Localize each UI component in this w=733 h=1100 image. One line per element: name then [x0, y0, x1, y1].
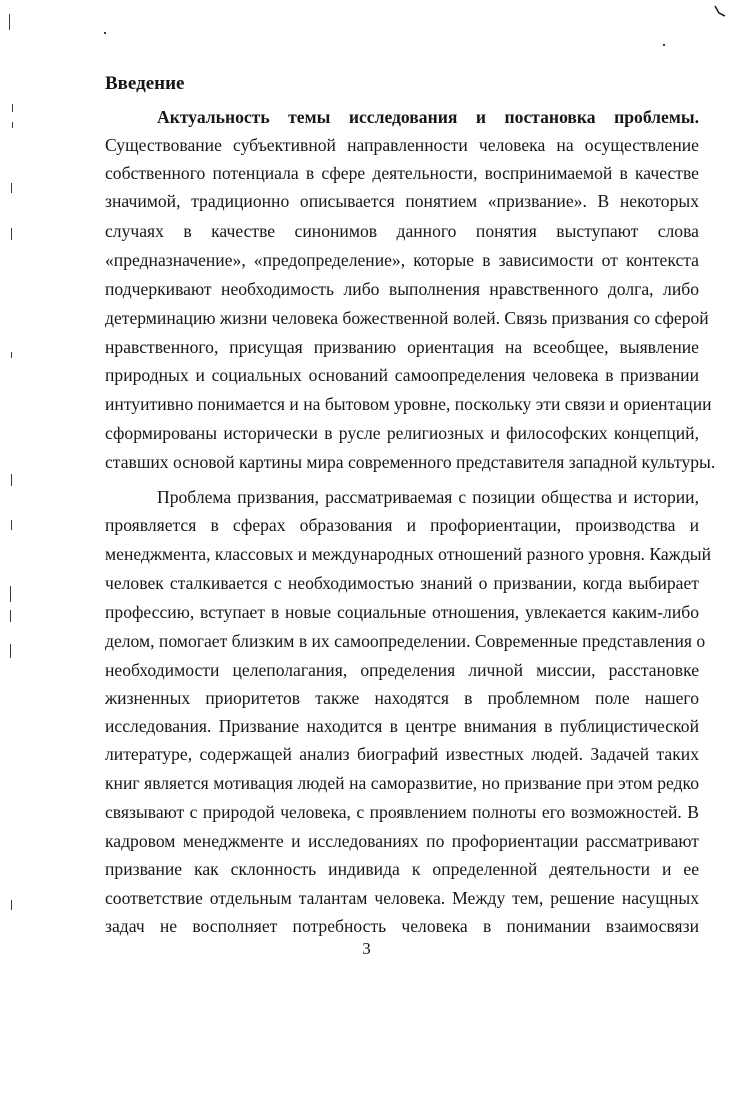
scan-speck [104, 32, 106, 34]
paragraph-2-line: литературе, содержащей анализ биографий известных людей. Задачей таких [105, 744, 699, 764]
paragraph-2-line: книг является мотивация людей на саморазвитие, но призвание при этом редко [105, 773, 699, 793]
paragraph-2-line: связывают с природой человека, с проявлением полноты его возможностей. В [105, 802, 699, 822]
scan-speck [11, 183, 12, 193]
paragraph-1-lead-bold: Актуальность темы исследования и постановка проблемы. [157, 107, 699, 127]
paragraph-1-line: ставших основой картины мира современного представителя западной культуры. [105, 452, 716, 472]
scan-speck [10, 644, 11, 658]
scan-speck [11, 900, 12, 910]
paragraph-2-line: призвание как склонность индивида к определенной деятельности и ее [105, 859, 699, 879]
paragraph-1-line: Существование субъективной направленности человека на осуществление [105, 135, 699, 155]
paragraph-2-line: Проблема призвания, рассматриваемая с позиции общества и истории, [157, 487, 699, 507]
scan-speck [11, 352, 12, 358]
scan-speck [9, 14, 10, 30]
scan-speck [11, 520, 12, 530]
scan-corner-mark-icon [713, 4, 727, 18]
paragraph-2-line: человек сталкивается с необходимостью знаний о призвании, когда выбирает [105, 573, 699, 593]
scan-speck [11, 474, 12, 486]
section-heading: Введение [105, 73, 185, 94]
page-number: 3 [362, 939, 371, 958]
paragraph-2-line: необходимости целеполагания, определения личной миссии, расстановке [105, 660, 699, 680]
scan-speck [12, 104, 13, 112]
paragraph-1-line: подчеркивают необходимость либо выполнения нравственного долга, либо [105, 279, 699, 299]
paragraph-1-line: собственного потенциала в сфере деятельности, воспринимаемой в качестве [105, 163, 699, 183]
paragraph-2-line: исследования. Призвание находится в центре внимания в публицистической [105, 716, 699, 736]
scan-speck [10, 586, 11, 602]
paragraph-1-line: «предназначение», «предопределение», которые в зависимости от контекста [105, 250, 699, 270]
paragraph-2-line: жизненных приоритетов также находятся в проблемном поле нашего [105, 688, 699, 708]
paragraph-1-line: детерминацию жизни человека божественной волей. Связь призвания со сферой [105, 308, 709, 328]
paragraph-2-line: кадровом менеджменте и исследованиях по профориентации рассматривают [105, 831, 699, 851]
paragraph-1-line: случаях в качестве синонимов данного понятия выступают слова [105, 221, 699, 241]
paragraph-2-line: профессию, вступает в новые социальные отношения, увлекается каким-либо [105, 602, 699, 622]
scan-speck [10, 610, 11, 622]
scan-speck [11, 228, 12, 240]
paragraph-2-line: делом, помогает близким в их самоопределении. Современные представления о [105, 631, 706, 651]
paragraph-1-line: сформированы исторически в русле религиозных и философских концепций, [105, 423, 699, 443]
paragraph-2-line: задач не восполняет потребность человека в понимании взаимосвязи [105, 916, 699, 936]
scan-speck [663, 44, 665, 46]
paragraph-1-line: интуитивно понимается и на бытовом уровне, поскольку эти связи и ориентации [105, 394, 712, 414]
paragraph-1-line: значимой, традиционно описывается понятием «призвание». В некоторых [105, 191, 699, 211]
paragraph-2-line: проявляется в сферах образования и профориентации, производства и [105, 515, 699, 535]
scan-speck [12, 122, 13, 128]
paragraph-2-line: соответствие отдельным талантам человека. Между тем, решение насущных [105, 888, 699, 908]
paragraph-1-lead [157, 103, 699, 131]
paragraph-1-line: природных и социальных оснований самоопределения человека в призвании [105, 365, 699, 385]
paragraph-1-line: нравственного, присущая призванию ориентация на всеобщее, выявление [105, 337, 699, 357]
paragraph-2-line: менеджмента, классовых и международных отношений разного уровня. Каждый [105, 544, 712, 564]
